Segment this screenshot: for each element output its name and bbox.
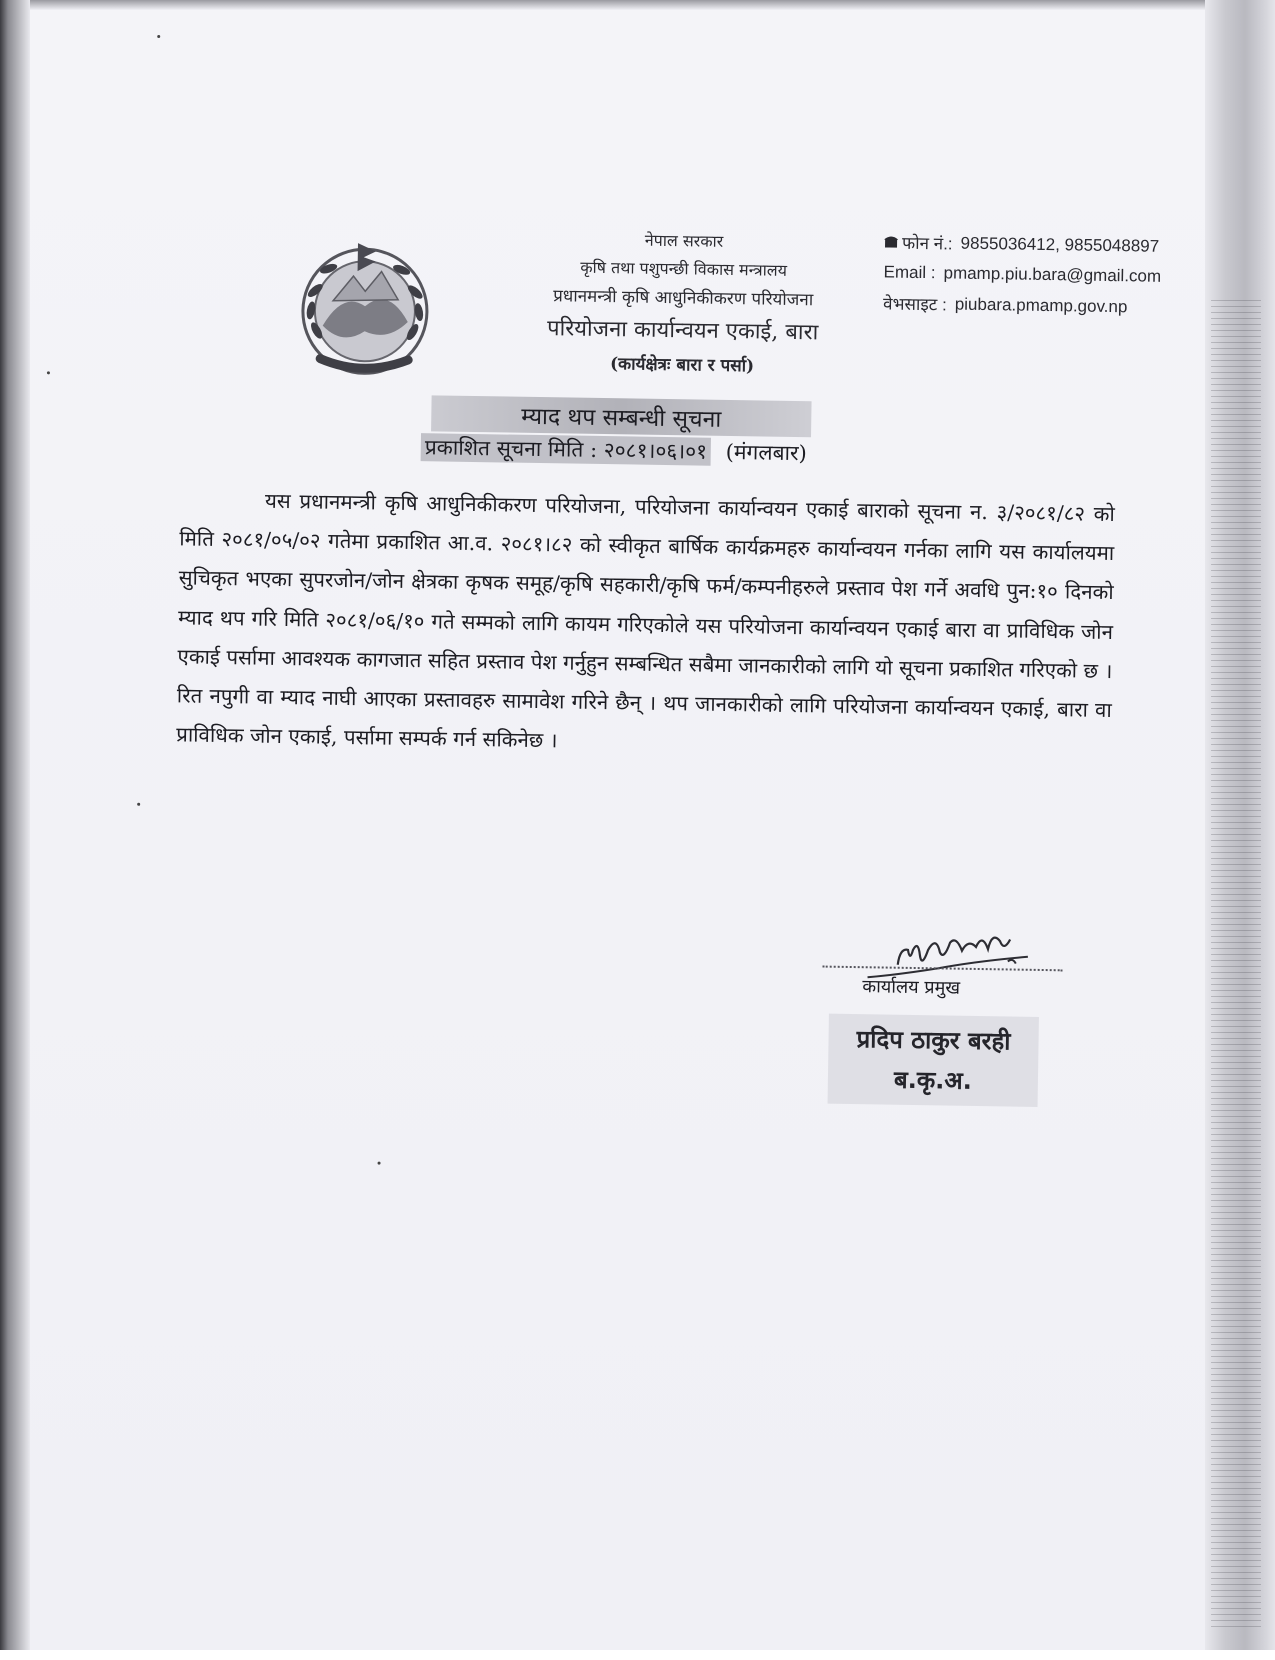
- contact-block: [883, 230, 1224, 328]
- letterhead: [472, 226, 894, 379]
- signature-block: [823, 924, 1063, 1095]
- email-label: Email :: [883, 262, 936, 283]
- notice-title: म्याद थप सम्बन्धी सूचना: [431, 395, 812, 437]
- notice-date: प्रकाशित सूचना मिति : २०८१।०६।०१: [421, 433, 712, 466]
- scan-speck: [137, 803, 140, 806]
- government-name: नेपाल सरकार: [644, 230, 724, 251]
- email-address[interactable]: pmamp.piu.bara@gmail.com: [943, 263, 1162, 286]
- nepal-emblem-icon: [292, 230, 439, 380]
- scan-speck: [157, 35, 160, 38]
- email-row: [883, 262, 1223, 287]
- scan-speck: [47, 371, 50, 374]
- notice-date-row: [421, 433, 921, 469]
- notice-day: (मंगलबार): [725, 439, 807, 466]
- ministry-name: कृषि तथा पशुपन्छी विकास मन्त्रालय: [580, 257, 788, 280]
- scan-speck: [378, 1162, 381, 1165]
- phone-row: [884, 230, 1224, 258]
- work-area: (कार्यक्षेत्रः बारा र पर्सा): [609, 354, 755, 377]
- unit-name: परियोजना कार्यान्वयन एकाई, बारा: [546, 316, 819, 346]
- signatory-post: ब.कृ.अ.: [893, 1065, 973, 1095]
- phone-label: फोन नं.:: [901, 233, 953, 254]
- signatory-name: प्रदिप ठाकुर बरही: [856, 1025, 1011, 1056]
- project-name: प्रधानमन्त्री कृषि आधुनिकीकरण परियोजना: [552, 286, 814, 311]
- website-url[interactable]: piubara.pmamp.gov.np: [954, 294, 1128, 316]
- phone-icon: [884, 235, 898, 248]
- website-row: [883, 291, 1223, 319]
- scan-edge-lines: [1211, 300, 1261, 1630]
- name-stamp: [828, 1014, 1039, 1107]
- notice-body: यस प्रधानमन्त्री कृषि आधुनिकीकरण परियोजना, परियोजना कार्यान्वयन एकाई बाराको सूचना न. ३/२०८१/८२ को मिति २०८१/०५/०२ गतेमा प्रकाशित आ.व. २०८१।८२ को स्वीकृत बार्षिक कार्यक्रमहरु कार्यान्वयन गर्नका लागि यस कार्यालयमा सुचिकृत भएका सुपरजोन/जोन क्षेत्रका कृषक समूह/कृषि सहकारी/कृषि फर्म/कम्पनीहरुले प्रस्ताव पेश गर्ने अवधि पुन:१० दिनको म्याद थप गरि मिति २०८१/०६/१० गते सम्मको लागि कायम गरिएकोले यस परियोजना कार्यान्वयन एकाई बारा वा प्राविधिक जोन एकाई पर्सामा आवश्यक कागजात सहित प्रस्ताव पेश गर्नुहुन सम्बन्धित सबैमा जानकारीको लागि यो सूचना प्रकाशित गरिएको छ । रित नपुगी वा म्याद नाघी आएका प्रस्तावहरु सामावेश गरिने छैन् । थप जानकारीको लागि परियोजना कार्यान्वयन एकाई, बारा वा प्राविधिक जोन एकाई, पर्सामा सम्पर्क गर्न सकिनेछ ।: [176, 488, 1116, 753]
- phone-number: 9855036412, 9855048897: [960, 233, 1160, 256]
- website-label: वेभसाइट :: [882, 294, 947, 315]
- signatory-title: कार्यालय प्रमुख: [862, 976, 961, 999]
